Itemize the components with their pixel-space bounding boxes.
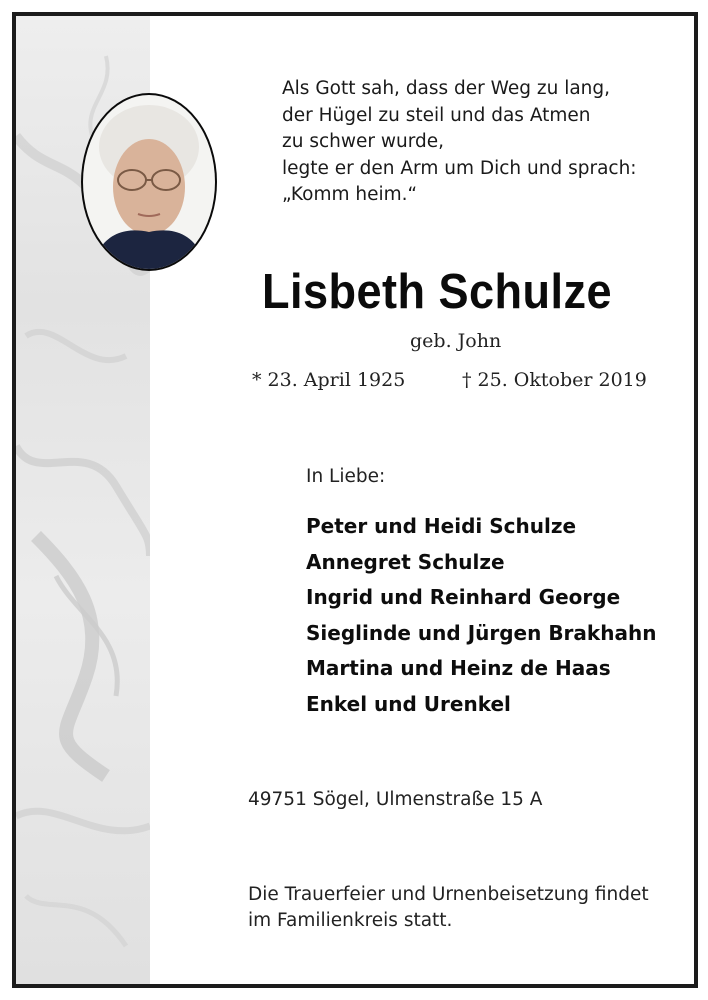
quote-line: zu schwer wurde, [282, 131, 444, 152]
memorial-quote [282, 76, 637, 209]
quote-line: „Komm heim.“ [282, 184, 418, 205]
address: 49751 Sögel, Ulmenstraße 15 A [248, 789, 543, 810]
mourner-name: Annegret Schulze [306, 549, 505, 574]
mourners-intro: In Liebe: [306, 466, 386, 487]
notice-line: Die Trauerfeier und Urnenbeisetzung findet [248, 884, 649, 905]
notice-line: im Familienkreis statt. [248, 910, 453, 931]
quote-line: Als Gott sah, dass der Weg zu lang, [282, 78, 611, 99]
birth-name: geb. John [410, 330, 502, 352]
quote-line: der Hügel zu steil und das Atmen [282, 104, 591, 126]
death-date: † 25. Oktober 2019 [462, 369, 647, 391]
funeral-notice [248, 882, 649, 934]
deceased-name: Lisbeth Schulze [262, 265, 613, 319]
quote-line: legte er den Arm um Dich und sprach: [282, 157, 637, 179]
mourner-name: Peter und Heidi Schulze [306, 514, 577, 538]
mourner-name: Sieglinde und Jürgen Brakhahn [306, 620, 657, 645]
mourner-name: Martina und Heinz de Haas [306, 656, 611, 681]
portrait-photo [80, 92, 218, 272]
mourners-list [306, 509, 656, 723]
mourner-name: Enkel und Urenkel [306, 691, 511, 716]
mourner-name: Ingrid und Reinhard George [306, 585, 621, 610]
birth-date: * 23. April 1925 [252, 369, 406, 391]
